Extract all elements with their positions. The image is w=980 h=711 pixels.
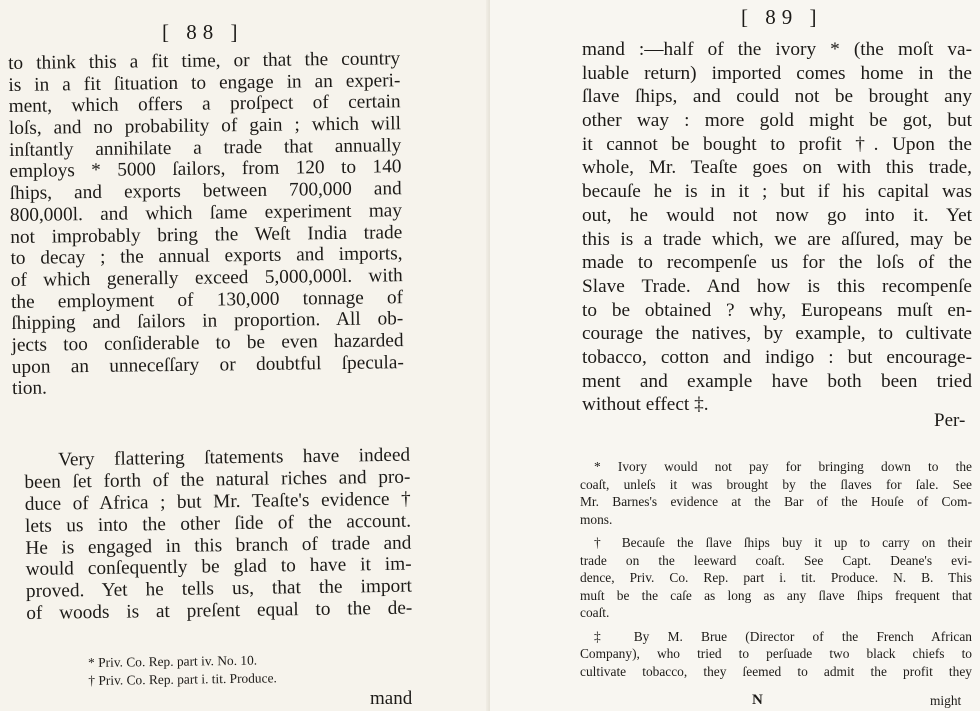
text-line: would conſequently be glad to have it im-	[25, 554, 412, 581]
text-line: of which generally exceed 5,000,000l. with	[10, 265, 403, 291]
footnote-line: mons.	[580, 511, 613, 527]
footnote-catchword: might	[930, 693, 962, 708]
text-line: other way : more gold might be got, but	[582, 110, 972, 132]
footnote: † Priv. Co. Rep. part i. tit. Produce.	[88, 669, 277, 688]
text-line: to decay ; the annual exports and imports,	[10, 243, 403, 270]
text-line: duce of Africa ; but Mr. Teaſte's evidence †	[24, 488, 411, 515]
text-line: jects too conſiderable to be even hazarded	[11, 330, 404, 356]
left-page-number: [ 88 ]	[162, 20, 244, 44]
right-catchword: Per-	[934, 410, 966, 431]
left-footnotes	[88, 650, 368, 689]
footnote-line: Company), who tried to perſuade two black chiefs to	[580, 646, 972, 661]
text-line: Slave Trade. And how is this recompenſe	[582, 275, 972, 297]
footnote-line: Mr. Barnes's evidence at the Bar of the Houſe of Com-	[580, 494, 972, 509]
text-line: mand :—half of the ivory * (the moſt va-	[582, 39, 972, 60]
text-line: out, he would not now go into it. Yet	[582, 204, 972, 226]
footnote-line: dence, Priv. Co. Rep. part i. tit. Produce. N. B. This	[580, 570, 972, 585]
text-line: luable return) imported comes home in the	[582, 62, 972, 84]
text-line: tobacco, cotton and indigo : but encourage-	[582, 346, 972, 368]
footnote-line: muſt be the caſe as long as any ſlave ſhips frequent that	[580, 587, 972, 603]
footnote: * Priv. Co. Rep. part iv. No. 10.	[88, 652, 258, 670]
text-line: been ſet forth of the natural riches and pro-	[24, 466, 411, 493]
text-line: to think this a fit time, or that the country	[8, 48, 401, 74]
text-line: inſtantly annihilate a trade that annually	[9, 134, 402, 161]
text-line: is in a fit ſituation to engage in an experi-	[8, 69, 401, 96]
text-line: lets us into the other ſide of the account.	[24, 510, 412, 537]
footnote-line: * Ivory would not pay for bringing down to the	[594, 459, 972, 474]
right-page	[490, 0, 980, 711]
text-line: employs * 5000 ſailors, from 120 to 140	[9, 156, 402, 183]
text-line: He is engaged in this branch of trade and	[25, 532, 412, 559]
footnote-line: † Becauſe the ſlave ſhips buy it up to carry on their	[594, 535, 972, 550]
footnote-line: coaſt, unleſs it was brought by the ſlaves for ſale. See	[580, 476, 972, 492]
text-line: 800,000l. and which ſame experiment may	[9, 200, 403, 226]
text-line: ſlave ſhips, and could not be brought any	[582, 86, 972, 108]
text-line: loſs, and no probability of gain ; which will	[8, 113, 402, 140]
text-line: to be obtained ? why, Europeans muſt en-	[582, 299, 972, 321]
text-line: ment and example have both been tried	[582, 370, 972, 392]
right-footnotes	[580, 458, 972, 680]
left-paragraph-1	[8, 48, 404, 400]
footnote-line: coaſt.	[580, 605, 610, 620]
text-line: tion.	[11, 377, 48, 400]
text-line: made to recompenſe us for the loſs of the	[582, 252, 972, 274]
right-page-number: [ 89 ]	[741, 5, 823, 29]
left-catchword: mand	[370, 688, 413, 709]
text-line: without effect ‡.	[582, 394, 709, 416]
footnote-line: trade on the leeward coaſt. See Capt. Deane's evi-	[580, 552, 972, 568]
text-line: it cannot be bought to profit †. Upon the	[582, 133, 972, 155]
text-line: becauſe he is in it ; but if his capital was	[582, 181, 972, 203]
text-line: ſhips, and exports between 700,000 and	[9, 178, 402, 205]
text-line: whole, Mr. Teaſte goes on with this trade,	[582, 157, 972, 179]
left-paragraph-2	[24, 445, 412, 625]
text-line: this is a trade which, we are aſſured, may be	[582, 228, 972, 250]
right-paragraph-1	[582, 38, 972, 417]
footnote-line: cultivate tobacco, they ſeemed to admit the profit they	[580, 663, 972, 679]
text-line: not improbably bring the Weſt India trade	[10, 221, 403, 248]
text-line: courage the natives, by example, to cultivate	[582, 323, 972, 345]
text-line: proved. Yet he tells us, that the import	[25, 575, 413, 603]
text-line: the employment of 130,000 tonnage of	[10, 286, 404, 313]
text-line: Very flattering ſtatements have indeed	[57, 444, 411, 471]
footnote-line: ‡ By M. Brue (Director of the French African	[594, 628, 972, 644]
text-line: ment, which offers a proſpect of certain	[8, 91, 401, 118]
signature-mark: N	[752, 692, 763, 708]
text-line: upon an unneceſſary or doubtful ſpecula-	[11, 351, 404, 378]
text-line: of woods is at preſent equal to the de-	[26, 597, 413, 625]
text-line: ſhipping and ſailors in proportion. All ob-	[11, 308, 404, 335]
